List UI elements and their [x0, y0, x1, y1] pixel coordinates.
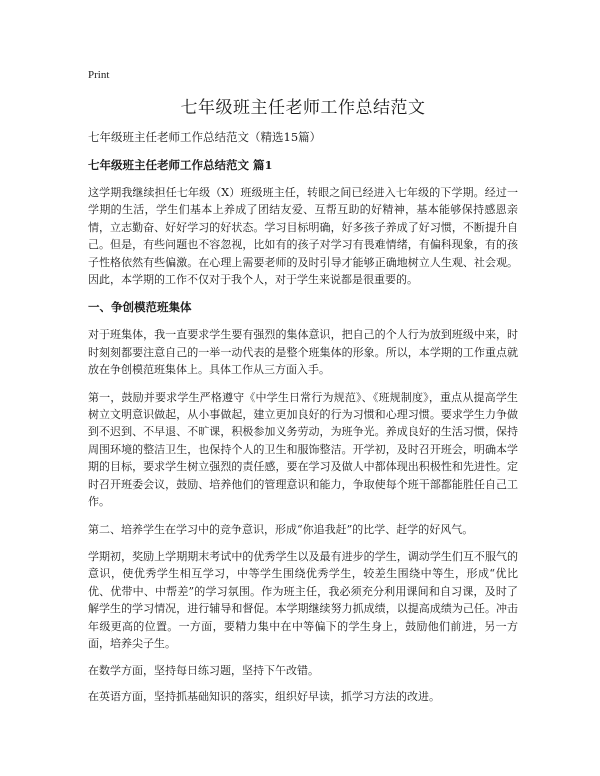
paragraph-first-point: 第一，鼓励并要求学生严格遵守《中学生日常行为规范》、《班规制度》，重点从提高学生树立文明意识做起，从小事做起，建立更加良好的行为习惯和心理习惯。要求学生力争做到不迟到、不早退、不旷课，积极参加义务劳动，为班争光。养成良好的生活习惯，保持周围环境的整洁卫生，也保持个人的卫生和服饰整洁。开学初，及时召开班会，明确本学期的目标，要求学生树立强烈的责任感，要在学习及做人中都体现出积极性和先进性。定时召开班委会议，鼓励、培养他们的管理意识和能力，争取使每个班干部都能胜任自己工作。 — [88, 390, 518, 509]
paragraph-english: 在英语方面，坚持抓基础知识的落实，组织好早读，抓学习方法的改进。 — [88, 689, 440, 703]
document-page — [88, 68, 518, 713]
section-title: 七年级班主任老师工作总结范文 篇1 — [88, 158, 273, 172]
print-link[interactable]: Print — [88, 69, 110, 81]
paragraph-second-point: 第二、培养学生在学习中的竞争意识，形成“你追我赶”的比学、赶学的好风气。 — [88, 522, 474, 536]
document-subtitle: 七年级班主任老师工作总结范文（精选15篇） — [88, 130, 322, 144]
paragraph-semester-start: 学期初，奖励上学期期末考试中的优秀学生以及最有进步的学生，调动学生们互不服气的意识，使优秀学生相互学习，中等学生围绕优秀学生，较差生围绕中等生，形成“优比优、优带中、中帮差”的学习氛围。作为班主任，我必须充分利用课间和自习课，及时了解学生的学习情况，进行辅导和督促。本学期继续努力抓成绩，以提高成绩为己任。冲击年级更高的位置。一方面，要精力集中在中等偏下的学生身上，鼓励他们前进，另一方面，培养尖子生。 — [88, 549, 518, 650]
page-title: 七年级班主任老师工作总结范文 — [180, 98, 426, 118]
paragraph-math: 在数学方面，坚持每日练习题，坚持下午改错。 — [88, 664, 319, 678]
heading-model-class: 一、争创模范班集体 — [88, 300, 192, 315]
intro-paragraph: 这学期我继续担任七年级（X）班级班主任，转眼之间已经进入七年级的下学期。经过一学期的生活，学生们基本上养成了团结友爱、互帮互助的好精神，基本能够保持感恩亲情，立志勤奋、好好学习的好状态。学习目标明确，好多孩子养成了好习惯，不断提升自己。但是，有些问题也不容忽视，比如有的孩子对学习有畏难情绪，有偏科现象，有的孩子性格依然有些偏激。在心理上需要老师的及时引导才能够正确地树立人生观、社会观。因此，本学期的工作不仅对于我个人，对于学生来说都是很重要的。 — [88, 186, 518, 287]
paragraph-class-collective: 对于班集体，我一直要求学生要有强烈的集体意识，把自己的个人行为放到班级中来，时时刻刻都要注意自己的一举一动代表的是整个班集体的形象。所以，本学期的工作重点就放在争创模范班集体上。具体工作从三方面入手。 — [88, 328, 518, 377]
